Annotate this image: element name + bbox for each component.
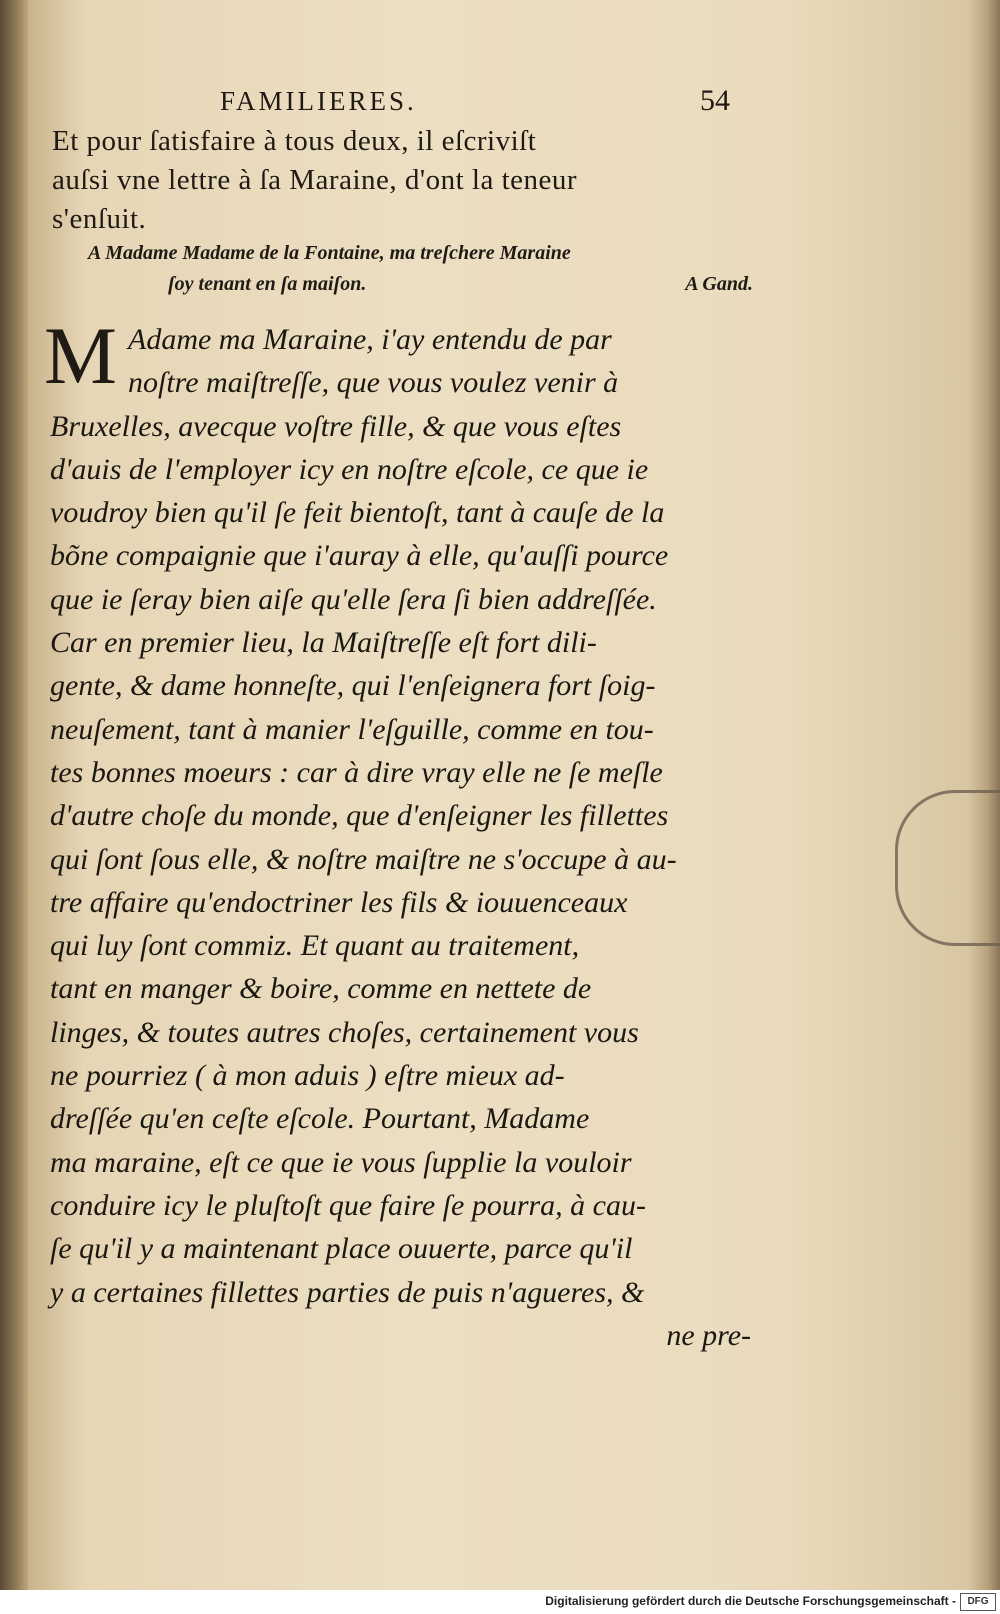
letter-line: conduire icy le pluſtoſt que faire ſe pourra, à cau- bbox=[50, 1188, 646, 1222]
address-line bbox=[88, 273, 753, 296]
letter-body bbox=[50, 318, 753, 1357]
address-place: A Gand. bbox=[685, 273, 753, 295]
letter-line: que ie ſeray bien aiſe qu'elle ſera ſi bien addreſſée. bbox=[50, 582, 657, 616]
catchword: ne pre- bbox=[666, 1318, 751, 1352]
intro-line: Et pour ſatisfaire à tous deux, il eſcriviſt bbox=[52, 125, 537, 157]
letter-line: d'autre choſe du monde, que d'enſeigner les fillettes bbox=[50, 799, 669, 833]
letter-line: voudroy bien qu'il ſe feit bientoſt, tant à cauſe de la bbox=[50, 496, 665, 530]
letter-line: qui luy ſont commiz. Et quant au traitement, bbox=[50, 929, 580, 963]
letter-line: neuſement, tant à manier l'eſguille, comme en tou- bbox=[50, 712, 654, 746]
address-line-text: ſoy tenant en ſa maiſon. bbox=[168, 273, 367, 295]
intro-paragraph bbox=[52, 122, 752, 239]
running-header: FAMILIERES. bbox=[220, 86, 417, 116]
letter-line: dreſſée qu'en ceſte eſcole. Pourtant, Madame bbox=[50, 1102, 590, 1136]
page-number: 54 bbox=[700, 84, 730, 117]
letter-line: ma maraine, eſt ce que ie vous ſupplie la vouloir bbox=[50, 1145, 632, 1179]
letter-line: bõne compaignie que i'auray à elle, qu'auſſi pource bbox=[50, 539, 669, 573]
intro-line: auſsi vne lettre à ſa Maraine, d'ont la teneur bbox=[52, 164, 578, 196]
letter-line: tre affaire qu'endoctriner les fils & iouuenceaux bbox=[50, 885, 628, 919]
letter-line: tant en manger & boire, comme en nettete de bbox=[50, 972, 592, 1006]
letter-line: noſtre maiſtreſſe, que vous voulez venir à bbox=[128, 366, 619, 400]
digitization-footer bbox=[0, 1590, 1000, 1614]
letter-line: d'auis de l'employer icy en noſtre eſcole, ce que ie bbox=[50, 452, 649, 486]
letter-line: linges, & toutes autres choſes, certainement vous bbox=[50, 1015, 639, 1049]
page-clip bbox=[895, 790, 1000, 946]
intro-line: s'enſuit. bbox=[52, 203, 147, 235]
letter-line: Car en premier lieu, la Maiſtreſſe eſt fort dili- bbox=[50, 626, 597, 660]
letter-line: Adame ma Maraine, i'ay entendu de par bbox=[128, 323, 612, 356]
letter-address bbox=[88, 242, 753, 296]
letter-line: qui ſont ſous elle, & noſtre maiſtre ne s'occupe à au- bbox=[50, 842, 677, 876]
drop-capital: M bbox=[44, 310, 117, 401]
letter-line: y a certaines fillettes parties de puis n'agueres, & bbox=[50, 1275, 645, 1309]
letter-line: Bruxelles, avecque voſtre fille, & que vous eſtes bbox=[50, 409, 622, 443]
address-line: A Madame Madame de la Fontaine, ma treſchere Maraine bbox=[88, 242, 571, 264]
letter-line: ſe qu'il y a maintenant place ouuerte, parce qu'il bbox=[50, 1232, 633, 1266]
dfg-logo: DFG bbox=[960, 1593, 996, 1611]
letter-line: gente, & dame honneſte, qui l'enſeignera fort ſoig- bbox=[50, 669, 656, 703]
letter-line: ne pourriez ( à mon aduis ) eſtre mieux ad- bbox=[50, 1059, 565, 1093]
funding-credit: Digitalisierung gefördert durch die Deutsche Forschungsgemeinschaft - bbox=[545, 1594, 956, 1608]
letter-line: tes bonnes moeurs : car à dire vray elle ne ſe meſle bbox=[50, 755, 663, 789]
